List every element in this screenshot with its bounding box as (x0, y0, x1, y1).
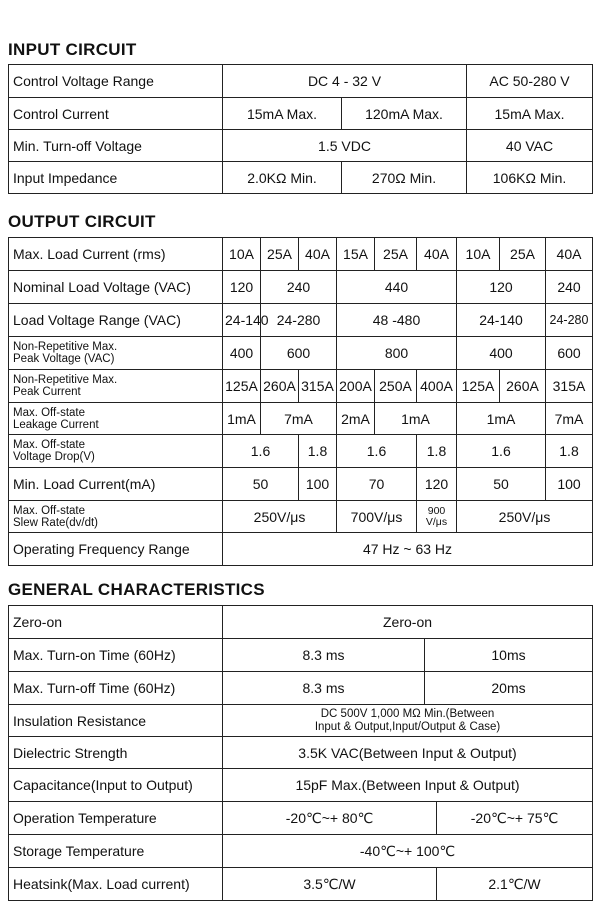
table-row (9, 65, 593, 98)
cell-value: 1.6 (457, 435, 546, 468)
table-row (9, 606, 593, 639)
input-circuit-table (8, 64, 593, 194)
row-label: Min. Turn-off Voltage (9, 130, 223, 162)
cell-value: 24-140 (223, 304, 261, 337)
row-label: Zero-on (9, 606, 223, 639)
cell-value: 40A (299, 238, 337, 271)
cell-value-line: Input & Output,Input/Output & Case) (314, 720, 501, 733)
cell-value: 24-280 (546, 304, 593, 337)
cell-value: 15A (337, 238, 375, 271)
cell-value: 1.8 (546, 435, 593, 468)
cell-value: 2.1℃/W (437, 868, 593, 901)
cell-value: 106KΩ Min. (467, 162, 593, 194)
input-circuit-title: INPUT CIRCUIT (8, 40, 137, 59)
row-label (9, 501, 223, 533)
row-label (9, 403, 223, 435)
row-label: Operating Frequency Range (9, 533, 223, 566)
cell-value: 200A (337, 370, 375, 403)
cell-value: 120 (417, 468, 457, 501)
cell-value-line: DC 500V 1,000 MΩ Min.(Between (320, 708, 495, 720)
row-label: Input Impedance (9, 162, 223, 194)
cell-value: Zero-on (223, 606, 593, 639)
cell-value: -40℃~+ 100℃ (223, 835, 593, 868)
row-label (9, 435, 223, 468)
cell-value: 1.8 (299, 435, 337, 468)
row-label-line: Peak Current (13, 386, 81, 398)
cell-value: 24-140 (457, 304, 546, 337)
table-row (9, 672, 593, 705)
row-label-line: Leakage Current (13, 418, 99, 431)
row-label: Control Voltage Range (9, 65, 223, 98)
cell-value: 25A (500, 238, 546, 271)
cell-value-line: V/μs (425, 515, 448, 528)
cell-value: 120 (223, 271, 261, 304)
cell-value: 400 (457, 337, 546, 370)
row-label: Load Voltage Range (VAC) (9, 304, 223, 337)
cell-value: 125A (457, 370, 500, 403)
table-row (9, 533, 593, 566)
cell-value: 15mA Max. (223, 98, 342, 130)
table-row (9, 271, 593, 304)
cell-value: 40 VAC (467, 130, 593, 162)
output-circuit-table (8, 237, 593, 566)
cell-value: 2.0KΩ Min. (223, 162, 342, 194)
table-row (9, 769, 593, 802)
table-row (9, 304, 593, 337)
table-row (9, 162, 593, 194)
table-row (9, 737, 593, 769)
row-label-line: Slew Rate(dv/dt) (13, 516, 99, 529)
cell-value: 7mA (261, 403, 337, 435)
row-label: Dielectric Strength (9, 737, 223, 769)
cell-value: 40A (546, 238, 593, 271)
cell-value (417, 501, 457, 533)
cell-value: 48 -480 (337, 304, 457, 337)
table-row (9, 98, 593, 130)
cell-value: 8.3 ms (223, 672, 425, 705)
cell-value (223, 705, 593, 737)
cell-value: 240 (261, 271, 337, 304)
cell-value: 10A (223, 238, 261, 271)
cell-value: 47 Hz ~ 63 Hz (223, 533, 593, 566)
cell-value: 315A (546, 370, 593, 403)
row-label: Min. Load Current(mA) (9, 468, 223, 501)
cell-value: 250V/μs (223, 501, 337, 533)
output-circuit-title: OUTPUT CIRCUIT (8, 212, 156, 231)
cell-value: 1.5 VDC (223, 130, 467, 162)
cell-value: 240 (546, 271, 593, 304)
table-row (9, 238, 593, 271)
cell-value: 260A (500, 370, 546, 403)
row-label: Storage Temperature (9, 835, 223, 868)
row-label: Max. Turn-on Time (60Hz) (9, 639, 223, 672)
table-row (9, 705, 593, 737)
cell-value: 100 (546, 468, 593, 501)
table-row (9, 868, 593, 901)
cell-value: 7mA (546, 403, 593, 435)
cell-value: 10A (457, 238, 500, 271)
row-label-line: Peak Voltage (VAC) (13, 353, 115, 365)
row-label: Control Current (9, 98, 223, 130)
cell-value: 120 (457, 271, 546, 304)
cell-value: 600 (261, 337, 337, 370)
cell-value: 25A (261, 238, 299, 271)
table-row (9, 802, 593, 835)
cell-value: 25A (375, 238, 417, 271)
cell-value: 120mA Max. (342, 98, 467, 130)
cell-value: 1.8 (417, 435, 457, 468)
row-label-line: Non-Repetitive Max. (13, 341, 118, 353)
cell-value: 40A (417, 238, 457, 271)
table-row (9, 337, 593, 370)
cell-value: 20ms (425, 672, 593, 705)
cell-value: 125A (223, 370, 261, 403)
row-label: Capacitance(Input to Output) (9, 769, 223, 802)
general-characteristics-table (8, 605, 593, 901)
row-label: Max. Load Current (rms) (9, 238, 223, 271)
cell-value: 100 (299, 468, 337, 501)
cell-value: 1mA (375, 403, 457, 435)
cell-value: 250A (375, 370, 417, 403)
row-label: Insulation Resistance (9, 705, 223, 737)
row-label: Max. Turn-off Time (60Hz) (9, 672, 223, 705)
table-row (9, 403, 593, 435)
cell-value: 400A (417, 370, 457, 403)
row-label: Nominal Load Voltage (VAC) (9, 271, 223, 304)
row-label-line: Voltage Drop(V) (13, 451, 95, 463)
row-label-line: Max. Off-state (13, 439, 86, 451)
table-row (9, 370, 593, 403)
cell-value: 800 (337, 337, 457, 370)
cell-value: 15mA Max. (467, 98, 593, 130)
table-row (9, 639, 593, 672)
cell-value: 1mA (223, 403, 261, 435)
cell-value: 8.3 ms (223, 639, 425, 672)
cell-value: 1.6 (223, 435, 299, 468)
cell-value: 15pF Max.(Between Input & Output) (223, 769, 593, 802)
cell-value: 250V/μs (457, 501, 593, 533)
cell-value: 400 (223, 337, 261, 370)
cell-value: -20℃~+ 75℃ (437, 802, 593, 835)
cell-value: 24-280 (261, 304, 337, 337)
table-row (9, 435, 593, 468)
cell-value: 270Ω Min. (342, 162, 467, 194)
table-row (9, 501, 593, 533)
row-label-line: Max. Off-state (13, 406, 86, 419)
row-label (9, 337, 223, 370)
cell-value-line: 900 (427, 504, 446, 517)
row-label (9, 370, 223, 403)
cell-value: 1mA (457, 403, 546, 435)
row-label-line: Max. Off-state (13, 504, 86, 517)
cell-value: 50 (223, 468, 299, 501)
cell-value: 10ms (425, 639, 593, 672)
cell-value: 315A (299, 370, 337, 403)
table-row (9, 468, 593, 501)
cell-value: 50 (457, 468, 546, 501)
cell-value: AC 50-280 V (467, 65, 593, 98)
cell-value: DC 4 - 32 V (223, 65, 467, 98)
table-row (9, 130, 593, 162)
cell-value: 440 (337, 271, 457, 304)
cell-value: 260A (261, 370, 299, 403)
cell-value: -20℃~+ 80℃ (223, 802, 437, 835)
row-label: Operation Temperature (9, 802, 223, 835)
row-label-line: Non-Repetitive Max. (13, 374, 118, 386)
cell-value: 600 (546, 337, 593, 370)
general-characteristics-title: GENERAL CHARACTERISTICS (8, 580, 265, 599)
cell-value: 3.5℃/W (223, 868, 437, 901)
cell-value: 3.5K VAC(Between Input & Output) (223, 737, 593, 769)
table-row (9, 835, 593, 868)
cell-value: 700V/μs (337, 501, 417, 533)
row-label: Heatsink(Max. Load current) (9, 868, 223, 901)
cell-value: 1.6 (337, 435, 417, 468)
cell-value: 70 (337, 468, 417, 501)
cell-value: 2mA (337, 403, 375, 435)
